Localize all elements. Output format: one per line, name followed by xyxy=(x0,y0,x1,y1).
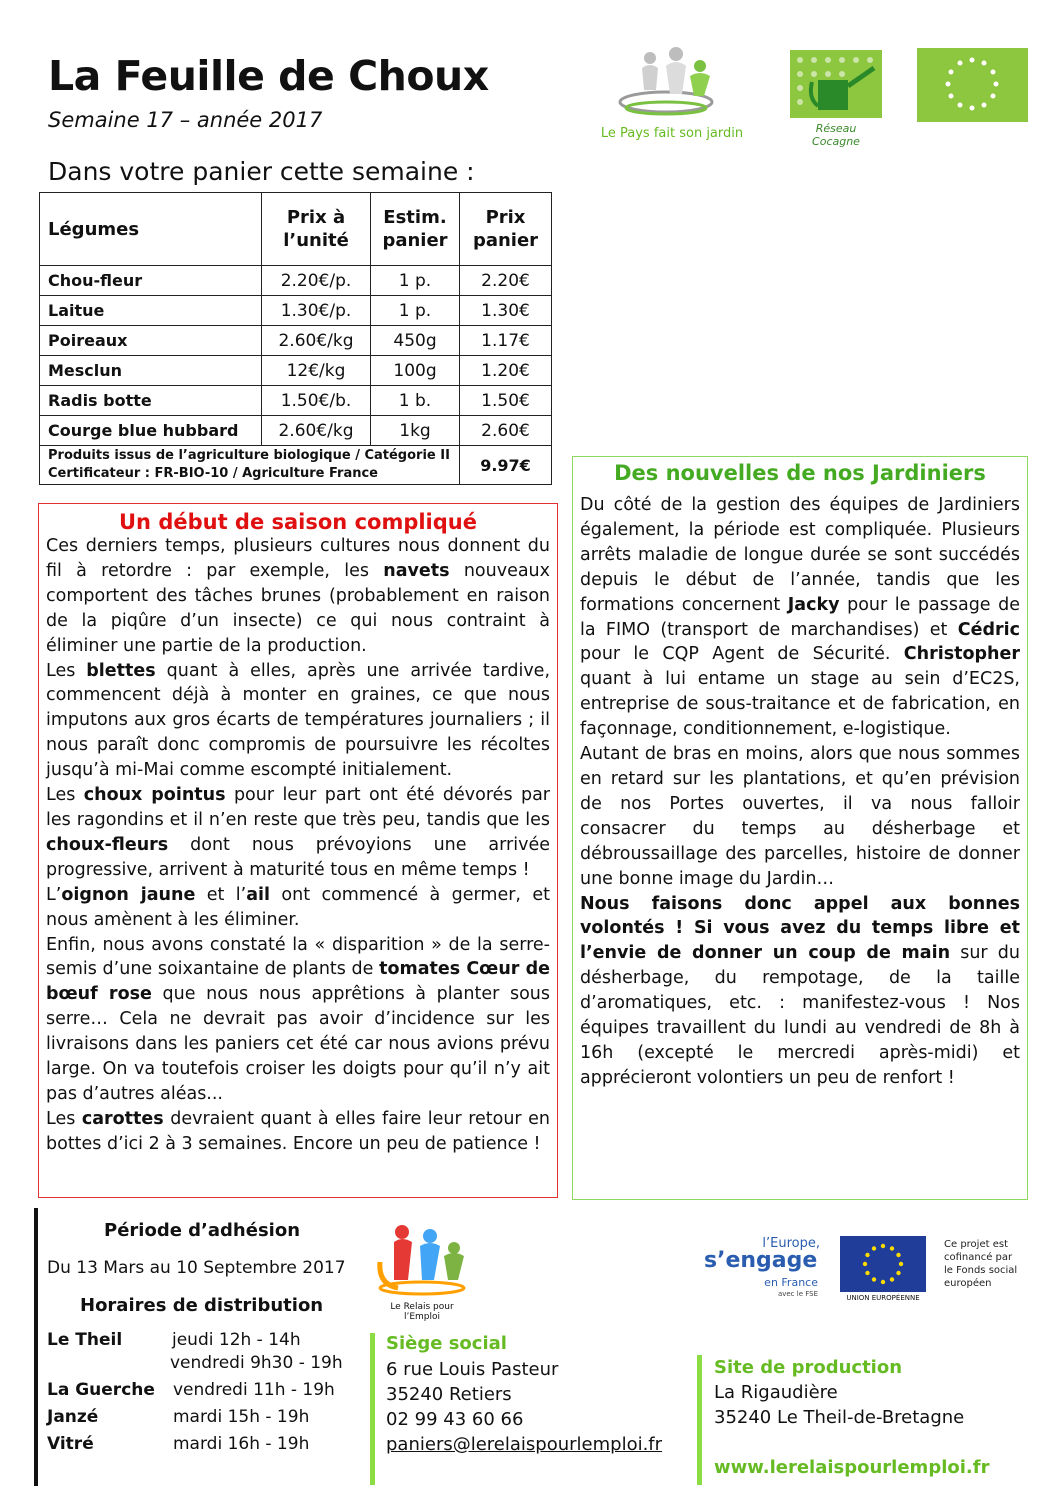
watering-can-icon xyxy=(790,50,882,118)
table-row xyxy=(40,326,552,356)
certification-line-1: Produits issus de l’agriculture biologique / Catégorie II xyxy=(48,448,450,463)
article-paragraph: Nous faisons donc appel aux bonnes volontés ! Si vous avez du temps libre et l’envie de donner un coup de main sur du désherbage, du rempotage, de la taille d’aromatiques, etc. : manifestez-vous ! Nos équipes travaillent du lundi au vendredi de 8h à 16h (excepté le mercredi après-midi) et apprécieront volontiers un peu de renfort ! xyxy=(580,893,1020,1088)
distribution-times: mardi 16h - 19h xyxy=(173,1434,310,1454)
estimate: 1kg xyxy=(371,416,460,446)
reseau-cocagne-label: Réseau Cocagne xyxy=(812,122,860,148)
unit-price: 2.60€/kg xyxy=(262,326,371,356)
europe-line-4: avec le FSE xyxy=(777,1290,818,1298)
adhesion-title: Période d’adhésion xyxy=(104,1220,301,1241)
relais-emploi-logo xyxy=(372,1222,472,1322)
europe-line-2: s’engage xyxy=(704,1248,818,1273)
article-jardiniers xyxy=(572,456,1028,1200)
basket-total: 9.97€ xyxy=(460,446,552,485)
article-jardiniers-title: Des nouvelles de nos Jardiniers xyxy=(614,461,986,485)
siege-title: Siège social xyxy=(386,1333,507,1354)
pays-jardin-logo xyxy=(592,44,752,150)
column-header: Prix panier xyxy=(460,193,552,266)
article-saison xyxy=(38,503,558,1198)
unit-price: 2.20€/p. xyxy=(262,266,371,296)
europe-line-3: en France xyxy=(764,1276,818,1289)
left-accent-bar xyxy=(34,1208,38,1486)
page-subtitle: Semaine 17 – année 2017 xyxy=(48,108,323,132)
article-paragraph: Les choux pointus pour leur part ont été dévorés par les ragondins et il n’en reste que très peu, tandis que les choux-fleurs dont nous prévoyions une arrivée progressive, arrivent à maturité tous en même temps ! xyxy=(46,785,550,880)
column-header: Prix à l’unité xyxy=(262,193,371,266)
article-paragraph: Autant de bras en moins, alors que nous sommes en retard sur les plantations, et qu’en prévision de nos Portes ouvertes, il va nous falloir consacrer du temps au désherbage et débroussaillage des parcelles, histoire de donner une bonne image du Jardin… xyxy=(580,744,1020,889)
prod-title: Site de production xyxy=(714,1357,903,1378)
basket-price: 2.20€ xyxy=(460,266,552,296)
reseau-cocagne-logo xyxy=(790,50,882,146)
eu-flag-icon xyxy=(840,1236,926,1294)
veg-name: Radis botte xyxy=(40,386,262,416)
hours-title: Horaires de distribution xyxy=(80,1295,324,1316)
pays-jardin-label: Le Pays fait son jardin xyxy=(600,126,744,141)
column-header: Légumes xyxy=(40,193,262,266)
eu-organic-logo xyxy=(917,48,1028,122)
certification-note xyxy=(40,446,460,485)
adhesion-dates: Du 13 Mars au 10 Septembre 2017 xyxy=(47,1258,346,1278)
basket-price: 1.30€ xyxy=(460,296,552,326)
siege-city: 35240 Retiers xyxy=(386,1384,512,1405)
article-saison-title: Un début de saison compliqué xyxy=(119,510,477,534)
estimate: 1 b. xyxy=(371,386,460,416)
article-paragraph: Ces derniers temps, plusieurs cultures nous donnent du fil à retordre : par exemple, les navets nouveaux comportent des tâches brunes (probablement en raison de la piqûre d’un insecte) ce qui nous contraint à éliminer une partie de la production. xyxy=(46,536,551,656)
website-link[interactable]: www.lerelaispourlemploi.fr xyxy=(714,1457,990,1478)
unit-price: 2.60€/kg xyxy=(262,416,371,446)
pays-jardin-figures-icon xyxy=(592,44,752,124)
fse-cofinance-text: Ce projet est cofinancé par le Fonds social européen xyxy=(944,1239,1018,1289)
article-paragraph: Du côté de la gestion des équipes de Jardiniers également, la période est compliquée. Plusieurs arrêts maladie de longue durée se sont succédés depuis le début de l’année, tandis que les formations concernent Jacky pour le passage de la FIMO (transport de marchandises) et Cédric pour le CQP Agent de Sécurité. Christopher quant à lui entame un stage au sein d’EC2S, entreprise de sous-traitance et de fabrication, en façonnage, conditionnement, e-logistique. xyxy=(580,495,1021,740)
unit-price: 1.30€/p. xyxy=(262,296,371,326)
town-name: Le Theil xyxy=(47,1330,123,1350)
basket-price: 1.50€ xyxy=(460,386,552,416)
basket-table xyxy=(39,192,552,485)
veg-name: Laitue xyxy=(40,296,262,326)
table-row xyxy=(40,356,552,386)
distribution-times: vendredi 9h30 - 19h xyxy=(170,1353,343,1373)
estimate: 100g xyxy=(371,356,460,386)
siege-address: 6 rue Louis Pasteur xyxy=(386,1359,559,1380)
basket-price: 1.20€ xyxy=(460,356,552,386)
prod-city: 35240 Le Theil-de-Bretagne xyxy=(714,1407,965,1428)
table-row xyxy=(40,386,552,416)
estimate: 450g xyxy=(371,326,460,356)
siege-phone[interactable]: 02 99 43 60 66 xyxy=(386,1409,524,1430)
page-title: La Feuille de Choux xyxy=(48,52,489,100)
ue-label: UNION EUROPÉENNE xyxy=(846,1294,920,1302)
relais-figures-icon xyxy=(372,1222,472,1300)
siege-accent-bar xyxy=(370,1333,375,1485)
article-paragraph: Enfin, nous avons constaté la « disparition » de la serre-semis d’une soixantaine de plants de tomates Cœur de bœuf rose que nous nous apprêtions à planter sous serre… Cela ne devrait pas avoir d’incidence sur les livraisons dans les paniers cet été car nous avions prévu large. On va toutefois croiser les doigts pour qu’il n’y ait pas d’autres aléas... xyxy=(46,934,550,1104)
unit-price: 12€/kg xyxy=(262,356,371,386)
estimate: 1 p. xyxy=(371,266,460,296)
unit-price: 1.50€/b. xyxy=(262,386,371,416)
table-row xyxy=(40,296,552,326)
basket-price: 1.17€ xyxy=(460,326,552,356)
article-paragraph: L’oignon jaune et l’ail ont commencé à germer, et nous amènent à les éliminer. xyxy=(46,884,550,930)
veg-name: Courge blue hubbard xyxy=(40,416,262,446)
estimate: 1 p. xyxy=(371,296,460,326)
prod-place: La Rigaudière xyxy=(714,1382,838,1403)
table-header-row xyxy=(40,193,552,266)
siege-email-link[interactable]: paniers@lerelaispourlemploi.fr xyxy=(386,1434,663,1455)
europe-engage-logo xyxy=(700,1236,830,1306)
table-footer-row xyxy=(40,446,552,485)
town-name: La Guerche xyxy=(47,1380,155,1400)
distribution-times: jeudi 12h - 14h xyxy=(172,1330,301,1350)
article-paragraph: Les carottes devraient quant à elles faire leur retour en bottes d’ici 2 à 3 semaines. Encore un peu de patience ! xyxy=(46,1108,550,1154)
certification-line-2: Certificateur : FR-BIO-10 / Agriculture France xyxy=(48,466,378,481)
distribution-times: vendredi 11h - 19h xyxy=(173,1380,335,1400)
column-header: Estim. panier xyxy=(371,193,460,266)
town-name: Vitré xyxy=(47,1434,94,1454)
eu-organic-leaf-icon xyxy=(917,48,1028,122)
basket-heading: Dans votre panier cette semaine : xyxy=(48,157,475,186)
article-paragraph: Les blettes quant à elles, après une arrivée tardive, commencent déjà à monter en graines, ce que nous imputons aux gros écarts de températures journaliers ; il nous paraît donc compromis de poursuivre les récoltes jusqu’à mi-Mai comme escompté initialement. xyxy=(46,660,551,781)
veg-name: Poireaux xyxy=(40,326,262,356)
town-name: Janzé xyxy=(47,1407,99,1427)
table-row xyxy=(40,416,552,446)
relais-label: Le Relais pour l’Emploi xyxy=(390,1302,454,1322)
europe-line-1: l’Europe, xyxy=(762,1236,820,1251)
prod-accent-bar xyxy=(697,1355,702,1485)
veg-name: Chou-fleur xyxy=(40,266,262,296)
distribution-times: mardi 15h - 19h xyxy=(173,1407,310,1427)
veg-name: Mesclun xyxy=(40,356,262,386)
table-row xyxy=(40,266,552,296)
basket-price: 2.60€ xyxy=(460,416,552,446)
eu-flag-logo xyxy=(840,1236,926,1306)
